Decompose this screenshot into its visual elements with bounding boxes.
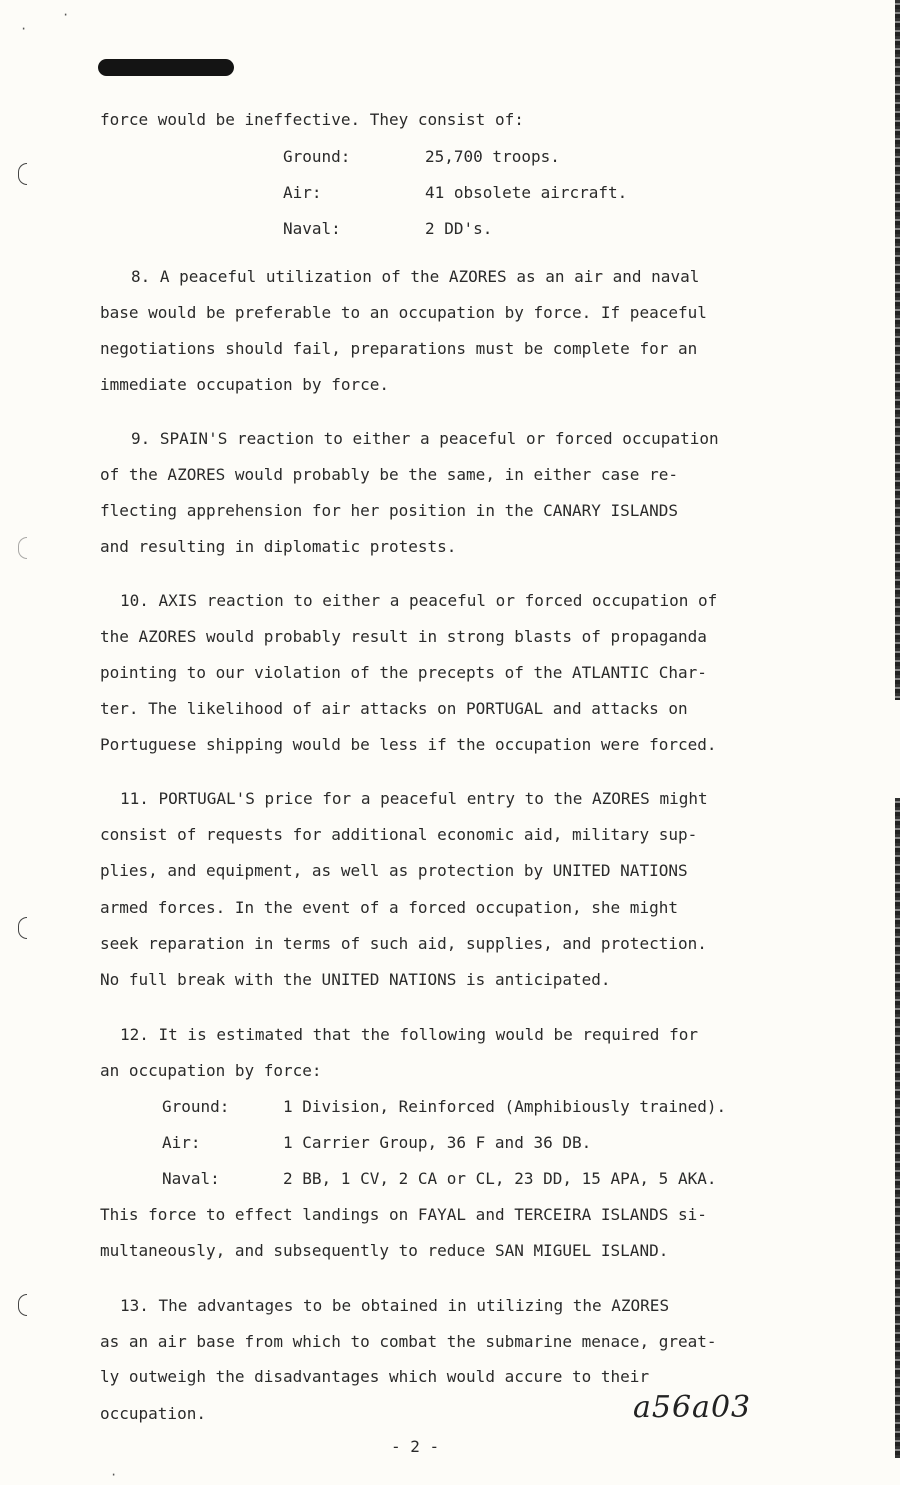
para-10-line: the AZORES would probably result in strong blasts of propaganda [100, 627, 707, 646]
para-12-line: multaneously, and subsequently to reduce SAN MIGUEL ISLAND. [100, 1241, 669, 1260]
para-9-line: 9. SPAIN'S reaction to either a peaceful or forced occupation [131, 429, 719, 448]
forces-value: 25,700 troops. [425, 147, 560, 166]
para-11-line: armed forces. In the event of a forced occupation, she might [100, 898, 678, 917]
required-label: Ground: [162, 1097, 230, 1116]
scan-speck: · [110, 1468, 118, 1482]
scan-edge-top [895, 0, 900, 700]
scan-speck: · [62, 8, 70, 22]
para-8-line: 8. A peaceful utilization of the AZORES as an air and naval [131, 267, 700, 286]
para-8-line: base would be preferable to an occupation by force. If peaceful [100, 303, 707, 322]
required-value: 2 BB, 1 CV, 2 CA or CL, 23 DD, 15 APA, 5 AKA. [283, 1169, 717, 1188]
intro-line: force would be ineffective. They consist of: [100, 110, 524, 129]
para-9-line: flecting apprehension for her position in the CANARY ISLANDS [100, 501, 678, 520]
forces-value: 2 DD's. [425, 219, 493, 238]
forces-label: Naval: [283, 219, 341, 238]
hole-punch-mark [18, 1294, 27, 1316]
para-13-line: as an air base from which to combat the submarine menace, great- [100, 1332, 717, 1351]
para-10-line: ter. The likelihood of air attacks on PORTUGAL and attacks on [100, 699, 688, 718]
para-9-line: and resulting in diplomatic protests. [100, 537, 457, 556]
para-8-line: immediate occupation by force. [100, 375, 389, 394]
required-value: 1 Division, Reinforced (Amphibiously trained). [283, 1097, 727, 1116]
forces-label: Ground: [283, 147, 351, 166]
para-10-line: pointing to our violation of the precepts of the ATLANTIC Char- [100, 663, 707, 682]
forces-value: 41 obsolete aircraft. [425, 183, 628, 202]
para-12-line: This force to effect landings on FAYAL and TERCEIRA ISLANDS si- [100, 1205, 707, 1224]
required-label: Air: [162, 1133, 201, 1152]
hole-punch-mark [18, 163, 27, 185]
para-13-line: occupation. [100, 1404, 206, 1423]
page-number: - 2 - [391, 1437, 440, 1456]
para-11-line: 11. PORTUGAL'S price for a peaceful entry to the AZORES might [120, 789, 708, 808]
para-12-line: 12. It is estimated that the following would be required for [120, 1025, 698, 1044]
para-11-line: consist of requests for additional economic aid, military sup- [100, 825, 698, 844]
para-11-line: plies, and equipment, as well as protection by UNITED NATIONS [100, 861, 688, 880]
required-label: Naval: [162, 1169, 220, 1188]
para-9-line: of the AZORES would probably be the same, in either case re- [100, 465, 678, 484]
handwritten-note: a56a03 [633, 1390, 752, 1425]
para-10-line: 10. AXIS reaction to either a peaceful or forced occupation of [120, 591, 718, 610]
required-value: 1 Carrier Group, 36 F and 36 DB. [283, 1133, 592, 1152]
para-12-line: an occupation by force: [100, 1061, 322, 1080]
para-11-line: seek reparation in terms of such aid, supplies, and protection. [100, 934, 707, 953]
hole-punch-mark [18, 917, 27, 939]
para-11-line: No full break with the UNITED NATIONS is anticipated. [100, 970, 611, 989]
redaction-bar [98, 59, 234, 76]
scan-edge-bottom [895, 798, 900, 1458]
scan-speck: · [20, 22, 28, 36]
para-13-line: ly outweigh the disadvantages which would accure to their [100, 1367, 650, 1386]
hole-punch-mark [18, 537, 27, 559]
para-8-line: negotiations should fail, preparations must be complete for an [100, 339, 698, 358]
para-10-line: Portuguese shipping would be less if the occupation were forced. [100, 735, 717, 754]
para-13-line: 13. The advantages to be obtained in utilizing the AZORES [120, 1296, 670, 1315]
forces-label: Air: [283, 183, 322, 202]
